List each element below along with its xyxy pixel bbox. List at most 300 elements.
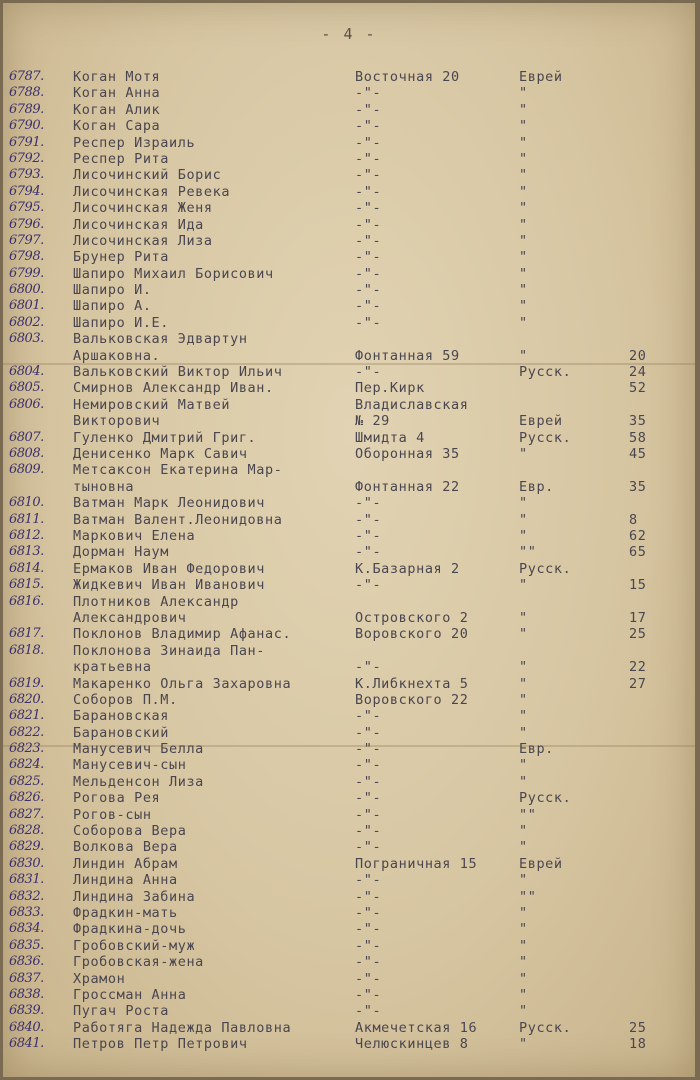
ledger-entry [3, 233, 695, 249]
ledger-entry [3, 512, 695, 528]
entry-name: Дорман Наум [73, 544, 170, 561]
entry-name: Жидкевич Иван Иванович [73, 577, 266, 594]
entry-nationality: Еврей [519, 413, 563, 430]
entry-name: Метсаксон Екатерина Мар- [73, 462, 283, 479]
entry-name: Гроссман Анна [73, 986, 187, 1003]
entry-address: -"- [355, 85, 382, 102]
ledger-entry [3, 151, 695, 167]
entry-age: 62 [629, 527, 647, 544]
entry-nationality: " [519, 134, 528, 151]
entry-number: 6835. [9, 937, 44, 953]
entry-age: 20 [629, 347, 647, 364]
entry-age: 52 [629, 380, 647, 397]
entry-address: -"- [355, 216, 382, 233]
entry-number: 6807. [9, 429, 44, 445]
entry-address: -"- [355, 150, 382, 167]
entry-address: Восточная 20 [355, 69, 460, 85]
entry-name: Волкова Вера [73, 839, 178, 856]
entry-number: 6826. [9, 790, 44, 806]
entry-name: Респер Рита [73, 150, 170, 167]
entry-address: -"- [355, 577, 382, 594]
entry-name: Коган Сара [73, 118, 161, 135]
entry-number: 6825. [9, 773, 44, 789]
entry-name: Фрадкина-дочь [73, 921, 187, 938]
entry-address: Владиславская [355, 396, 469, 413]
entry-name: Ватман Марк Леонидович [73, 495, 266, 512]
entry-nationality: " [519, 200, 528, 217]
ledger-entry [3, 954, 695, 970]
ledger-entry [3, 102, 695, 118]
entry-nationality: Русск. [519, 364, 572, 381]
entry-address: Воровского 20 [355, 626, 469, 643]
entry-number: 6830. [9, 855, 44, 871]
entry-number: 6792. [9, 150, 44, 166]
entry-name: Поклонова Зинаида Пан- [73, 642, 266, 659]
entry-number: 6787. [9, 69, 44, 84]
entry-number: 6819. [9, 675, 44, 691]
entry-age: 24 [629, 364, 647, 381]
entry-number: 6796. [9, 216, 44, 232]
entry-address: -"- [355, 232, 382, 249]
entry-name: Манусевич-сын [73, 757, 187, 774]
ledger-entry [3, 298, 695, 314]
entry-address: -"- [355, 200, 382, 217]
entry-name: Лисочинский Борис [73, 167, 222, 184]
entry-address: Челюскинцев 8 [355, 1036, 469, 1053]
entry-age: 35 [629, 413, 647, 430]
document-page [3, 3, 695, 1077]
entry-name: Лисочинская Женя [73, 200, 213, 217]
entry-nationality: " [519, 495, 528, 512]
entry-number: 6821. [9, 708, 44, 724]
entry-nationality: Евр. [519, 478, 554, 495]
entry-number: 6840. [9, 1019, 44, 1035]
entry-name: Макаренко Ольга Захаровна [73, 675, 292, 692]
ledger-entry [3, 839, 695, 855]
entry-nationality: " [519, 937, 528, 954]
ledger-entry [3, 561, 695, 577]
entry-address: -"- [355, 511, 382, 528]
ledger-table [3, 69, 695, 1053]
entry-number: 6827. [9, 806, 44, 822]
entry-number: 6794. [9, 183, 44, 199]
entry-nationality: " [519, 527, 528, 544]
entry-number: 6822. [9, 724, 44, 740]
entry-nationality: " [519, 85, 528, 102]
ledger-entry [3, 266, 695, 282]
entry-number: 6816. [9, 593, 44, 609]
entry-number: 6793. [9, 167, 44, 183]
entry-name-continued: Викторович [73, 413, 161, 430]
ledger-entry [3, 692, 695, 708]
entry-age: 18 [629, 1036, 647, 1053]
entry-name: Пугач Роста [73, 1003, 170, 1020]
entry-number: 6839. [9, 1003, 44, 1019]
entry-name: Рогова Рея [73, 790, 161, 807]
entry-address: Воровского 22 [355, 691, 469, 708]
entry-name: Ватман Валент.Леонидовна [73, 511, 283, 528]
ledger-entry [3, 430, 695, 446]
entry-name: Лисочинская Ида [73, 216, 204, 233]
entry-name-continued: кратьевна [73, 659, 152, 676]
entry-number: 6828. [9, 823, 44, 839]
entry-nationality: " [519, 167, 528, 184]
entry-address: -"- [355, 249, 382, 266]
ledger-entry [3, 823, 695, 839]
entry-age: 15 [629, 577, 647, 594]
ledger-entry [3, 807, 695, 823]
entry-address: К.Либкнехта 5 [355, 675, 469, 692]
entry-address: -"- [355, 757, 382, 774]
entry-nationality: "" [519, 544, 537, 561]
entry-number: 6838. [9, 986, 44, 1002]
entry-name: Денисенко Марк Савич [73, 446, 248, 463]
ledger-entry [3, 85, 695, 101]
entry-address: -"- [355, 905, 382, 921]
ledger-entry [3, 757, 695, 773]
entry-age: 58 [629, 429, 647, 446]
entry-age: 8 [629, 511, 638, 528]
ledger-entry [3, 118, 695, 134]
entry-name: Вальковская Эдвартун [73, 331, 248, 348]
ledger-entry [3, 217, 695, 233]
entry-address: Оборонная 35 [355, 446, 460, 463]
entry-age-continued: 17 [629, 609, 647, 626]
entry-name: Рогов-сын [73, 806, 152, 823]
ledger-entry [3, 741, 695, 757]
ledger-entry [3, 462, 695, 495]
ledger-entry [3, 167, 695, 183]
entry-address: К.Базарная 2 [355, 560, 460, 577]
entry-number: 6788. [9, 85, 44, 101]
ledger-entry [3, 889, 695, 905]
ledger-entry [3, 708, 695, 724]
ledger-entry [3, 1003, 695, 1019]
entry-name: Соборов П.М. [73, 691, 178, 708]
entry-number: 6798. [9, 249, 44, 265]
entry-nationality: Еврей [519, 69, 563, 85]
ledger-entry [3, 446, 695, 462]
entry-nationality: " [519, 954, 528, 971]
entry-nationality: " [519, 675, 528, 692]
entry-nationality: Русск. [519, 1019, 572, 1036]
ledger-entry [3, 856, 695, 872]
entry-address: -"- [355, 986, 382, 1003]
entry-nationality: " [519, 232, 528, 249]
entry-age: 65 [629, 544, 647, 561]
entry-name: Поклонов Владимир Афанас. [73, 626, 292, 643]
entry-number: 6824. [9, 757, 44, 773]
entry-number: 6836. [9, 954, 44, 970]
entry-name: Храмон [73, 970, 126, 987]
entry-name: Барановская [73, 708, 170, 725]
entry-nationality: " [519, 118, 528, 135]
entry-nationality: " [519, 216, 528, 233]
entry-address: -"- [355, 724, 382, 741]
entry-address: -"- [355, 741, 382, 758]
entry-nationality: " [519, 249, 528, 266]
entry-nationality: " [519, 1003, 528, 1020]
entry-number: 6809. [9, 462, 44, 478]
entry-number: 6820. [9, 691, 44, 707]
entry-number: 6829. [9, 839, 44, 855]
entry-number: 6833. [9, 905, 44, 920]
entry-address: Пер.Кирк [355, 380, 425, 397]
ledger-entry [3, 905, 695, 921]
ledger-entry [3, 774, 695, 790]
ledger-entry [3, 184, 695, 200]
ledger-entry [3, 577, 695, 593]
entry-name: Шапиро А. [73, 298, 152, 315]
entry-number: 6790. [9, 118, 44, 134]
entry-number: 6811. [9, 511, 44, 527]
entry-address: -"- [355, 970, 382, 987]
entry-address: -"- [355, 773, 382, 790]
entry-nationality: " [519, 101, 528, 118]
ledger-entry [3, 528, 695, 544]
entry-age: 25 [629, 626, 647, 643]
entry-address: -"- [355, 823, 382, 840]
ledger-entry [3, 315, 695, 331]
entry-nationality: " [519, 708, 528, 725]
entry-nationality: " [519, 577, 528, 594]
entry-address-continued: Островского 2 [355, 609, 469, 626]
entry-nationality: " [519, 626, 528, 643]
entry-nationality: Евр. [519, 741, 554, 758]
entry-address: -"- [355, 708, 382, 725]
entry-number: 6831. [9, 872, 44, 888]
entry-address: Фонтанная 59 [355, 347, 460, 364]
entry-nationality: " [519, 724, 528, 741]
ledger-entry [3, 544, 695, 560]
entry-address: -"- [355, 314, 382, 331]
ledger-entry [3, 872, 695, 888]
entry-number: 6810. [9, 495, 44, 511]
entry-number: 6817. [9, 626, 44, 642]
ledger-entry [3, 971, 695, 987]
entry-address: -"- [355, 527, 382, 544]
entry-address: -"- [355, 937, 382, 954]
entry-number: 6818. [9, 642, 44, 658]
ledger-entry [3, 380, 695, 396]
entry-number: 6823. [9, 741, 44, 757]
entry-name: Респер Израиль [73, 134, 196, 151]
entry-nationality: "" [519, 806, 537, 823]
ledger-entry [3, 135, 695, 151]
entry-address: -"- [355, 101, 382, 118]
entry-number: 6805. [9, 380, 44, 396]
entry-nationality: " [519, 446, 528, 463]
entry-nationality: " [519, 282, 528, 299]
entry-number: 6791. [9, 134, 44, 150]
entry-age: 25 [629, 1019, 647, 1036]
ledger-entry [3, 364, 695, 380]
entry-name: Манусевич Белла [73, 741, 204, 758]
entry-age-continued: 22 [629, 659, 647, 676]
entry-address: -"- [355, 790, 382, 807]
ledger-entry [3, 643, 695, 676]
entry-nationality: " [519, 265, 528, 282]
entry-number: 6814. [9, 560, 44, 576]
entry-name: Работяга Надежда Павловна [73, 1019, 292, 1036]
entry-number: 6799. [9, 265, 44, 281]
entry-nationality: " [519, 773, 528, 790]
entry-address: Фонтанная 22 [355, 478, 460, 495]
entry-address: -"- [355, 1003, 382, 1020]
entry-name: Барановский [73, 724, 170, 741]
entry-nationality: " [519, 347, 528, 364]
entry-number: 6808. [9, 446, 44, 462]
entry-nationality-continued: " [519, 609, 528, 626]
entry-nationality: " [519, 905, 528, 921]
entry-name: Гуленко Дмитрий Григ. [73, 429, 257, 446]
entry-address: -"- [355, 495, 382, 512]
entry-age: 27 [629, 675, 647, 692]
entry-number: 6813. [9, 544, 44, 560]
ledger-entry [3, 626, 695, 642]
entry-address: -"- [355, 167, 382, 184]
entry-number: 6841. [9, 1036, 44, 1052]
entry-address: -"- [355, 282, 382, 299]
entry-age: 45 [629, 446, 647, 463]
entry-address: -"- [355, 872, 382, 889]
ledger-entry [3, 331, 695, 364]
page-number: - 4 - [321, 25, 377, 43]
entry-name: Мельденсон Лиза [73, 773, 204, 790]
ledger-entry [3, 282, 695, 298]
ledger-entry [3, 1020, 695, 1036]
entry-address: Акмечетская 16 [355, 1019, 478, 1036]
entry-number: 6832. [9, 888, 44, 904]
entry-nationality: " [519, 757, 528, 774]
entry-name: Шапиро И.Е. [73, 314, 170, 331]
entry-nationality: " [519, 823, 528, 840]
ledger-entry [3, 397, 695, 430]
entry-name: Шапиро И. [73, 282, 152, 299]
entry-name: Лисочинская Ревека [73, 183, 231, 200]
entry-name: Линдина Анна [73, 872, 178, 889]
ledger-entry [3, 921, 695, 937]
entry-name: Коган Алик [73, 101, 161, 118]
entry-name: Ермаков Иван Федорович [73, 560, 266, 577]
ledger-entry [3, 495, 695, 511]
entry-address: -"- [355, 134, 382, 151]
ledger-entry [3, 69, 695, 85]
entry-name: Лисочинская Лиза [73, 232, 213, 249]
ledger-entry [3, 938, 695, 954]
entry-address: -"- [355, 921, 382, 938]
entry-number: 6804. [9, 364, 44, 380]
entry-number: 6795. [9, 200, 44, 216]
entry-nationality-continued: " [519, 659, 528, 676]
entry-address: -"- [355, 298, 382, 315]
entry-name: Фрадкин-мать [73, 905, 178, 921]
ledger-entry [3, 249, 695, 265]
entry-nationality: " [519, 872, 528, 889]
entry-age: 35 [629, 478, 647, 495]
entry-nationality: " [519, 691, 528, 708]
entry-name-continued: Александрович [73, 609, 187, 626]
entry-number: 6800. [9, 282, 44, 298]
entry-name: Коган Мотя [73, 69, 161, 85]
entry-number: 6803. [9, 331, 44, 347]
entry-address: -"- [355, 888, 382, 905]
entry-nationality: Русск. [519, 790, 572, 807]
entry-nationality: " [519, 150, 528, 167]
ledger-entry [3, 725, 695, 741]
entry-number: 6801. [9, 298, 44, 314]
entry-nationality: " [519, 298, 528, 315]
entry-name-continued: тыновна [73, 478, 135, 495]
entry-name: Соборова Вера [73, 823, 187, 840]
entry-number: 6797. [9, 232, 44, 248]
entry-number: 6837. [9, 970, 44, 986]
entry-name: Плотников Александр [73, 593, 239, 610]
entry-address: -"- [355, 806, 382, 823]
entry-nationality: " [519, 1036, 528, 1053]
entry-number: 6834. [9, 921, 44, 937]
entry-address: -"- [355, 954, 382, 971]
entry-nationality: " [519, 921, 528, 938]
entry-address: -"- [355, 364, 382, 381]
entry-name: Шапиро Михаил Борисович [73, 265, 274, 282]
entry-name: Маркович Елена [73, 527, 196, 544]
entry-number: 6802. [9, 314, 44, 330]
entry-name: Коган Анна [73, 85, 161, 102]
entry-address-continued: -"- [355, 659, 382, 676]
entry-address: -"- [355, 839, 382, 856]
entry-name: Вальковский Виктор Ильич [73, 364, 283, 381]
entry-nationality: " [519, 986, 528, 1003]
entry-name-continued: Аршаковна. [73, 347, 161, 364]
entry-name: Смирнов Александр Иван. [73, 380, 274, 397]
entry-name: Линдина Забина [73, 888, 196, 905]
entry-nationality: " [519, 511, 528, 528]
ledger-entry [3, 1036, 695, 1052]
entry-nationality: " [519, 314, 528, 331]
entry-nationality: " [519, 970, 528, 987]
entry-name: Линдин Абрам [73, 855, 178, 872]
ledger-entry [3, 594, 695, 627]
entry-number: 6815. [9, 577, 44, 593]
entry-address: -"- [355, 265, 382, 282]
entry-name: Гробовская-жена [73, 954, 204, 971]
ledger-entry [3, 200, 695, 216]
ledger-entry [3, 987, 695, 1003]
entry-nationality: Еврей [519, 855, 563, 872]
entry-number: 6812. [9, 527, 44, 543]
entry-address: -"- [355, 183, 382, 200]
entry-name: Петров Петр Петрович [73, 1036, 248, 1053]
entry-number: 6806. [9, 396, 44, 412]
entry-address: Пограничная 15 [355, 855, 478, 872]
entry-address-continued: № 29 [355, 413, 390, 430]
entry-name: Немировский Матвей [73, 396, 231, 413]
entry-name: Гробовский-муж [73, 937, 196, 954]
ledger-entry [3, 676, 695, 692]
entry-nationality: "" [519, 888, 537, 905]
entry-nationality: " [519, 839, 528, 856]
entry-address: Шмидта 4 [355, 429, 425, 446]
entry-address: -"- [355, 118, 382, 135]
entry-nationality: Русск. [519, 560, 572, 577]
ledger-entry [3, 790, 695, 806]
entry-nationality: Русск. [519, 429, 572, 446]
entry-number: 6789. [9, 101, 44, 117]
entry-nationality: " [519, 183, 528, 200]
entry-address: -"- [355, 544, 382, 561]
entry-name: Брунер Рита [73, 249, 170, 266]
